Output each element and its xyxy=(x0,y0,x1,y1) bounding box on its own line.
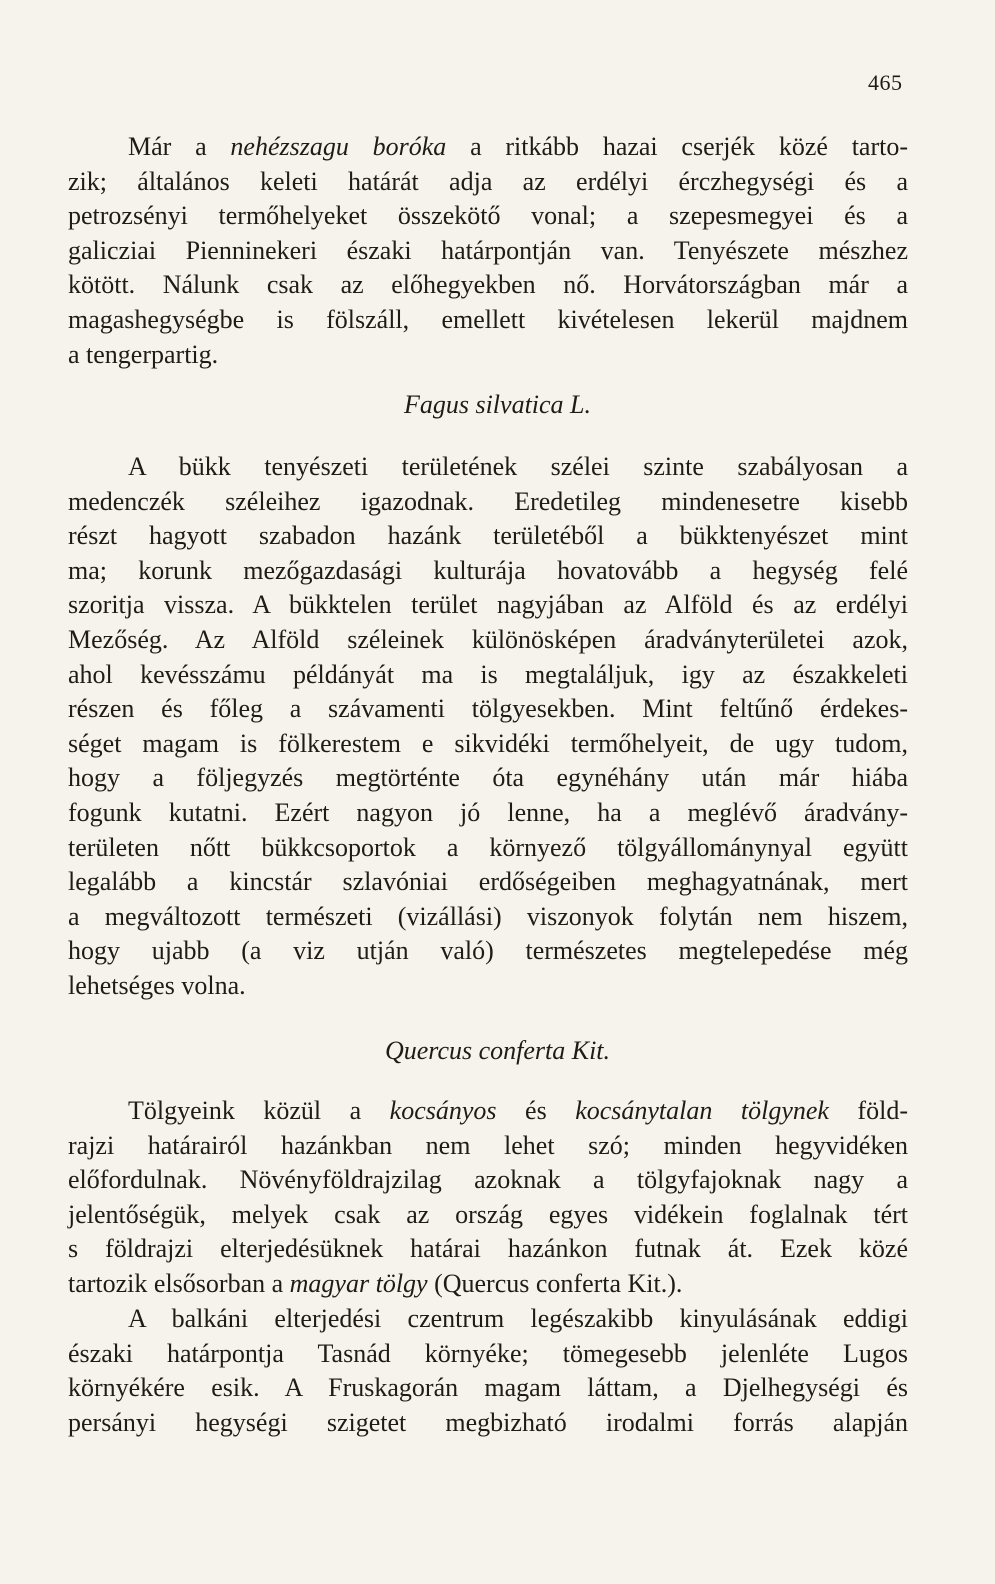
text-line: részen és főleg a szávamenti tölgyesekben. Mint feltűnő érdekes- xyxy=(68,694,908,724)
text-line: A balkáni elterjedési czentrum legészakibb kinyulásának eddigi xyxy=(128,1304,908,1333)
text-line: környékére esik. A Fruskagorán magam láttam, a Djelhegységi és xyxy=(68,1373,908,1403)
text-line: lehetséges volna. xyxy=(68,970,246,1000)
text-line: jelentőségük, melyek csak az ország egyes vidékein foglalnak tért xyxy=(68,1199,908,1229)
text-line: A bükk tenyészeti területének szélei szinte szabályosan a xyxy=(128,452,908,481)
text-line: északi határpontja Tasnád környéke; tömegesebb jelenléte Lugos xyxy=(68,1338,908,1368)
text-line: ma; korunk mezőgazdasági kulturája hovatovább a hegység felé xyxy=(68,555,908,585)
section-heading-quercus: Quercus conferta Kit. xyxy=(384,1036,611,1065)
text-line: a megváltozott természeti (vizállási) viszonyok folytán nem hiszem, xyxy=(68,901,908,931)
text-line: ahol kevésszámu példányát ma is megtaláljuk, igy az északkeleti xyxy=(68,659,908,689)
text-line: területen nőtt bükkcsoportok a környező tölgyállománynyal együtt xyxy=(68,832,908,862)
text-line: petrozsényi termőhelyeket összekötő vonal; a szepesmegyei és a xyxy=(68,201,908,231)
text-line: zik; általános keleti határát adja az erdélyi érczhegységi és a xyxy=(68,166,908,196)
text-line: Már a nehézszagu boróka a ritkább hazai cserjék közé tarto- xyxy=(128,132,908,161)
text-line: persányi hegységi szigetet megbizható irodalmi forrás alapján xyxy=(68,1407,908,1437)
paragraph-juniper xyxy=(68,130,908,372)
section-heading-fagus: Fagus silvatica L. xyxy=(403,390,592,419)
text-line: hogy ujabb (a viz utján való) természetes megtelepedése még xyxy=(68,936,908,966)
page-number: 465 xyxy=(868,70,903,95)
text-line: s földrajzi elterjedésüknek határai hazánkon futnak át. Ezek közé xyxy=(68,1234,908,1264)
paragraph-oaks xyxy=(68,1094,908,1302)
text-line: részt hagyott szabadon hazánk területéből a bükktenyészet mint xyxy=(68,521,908,551)
text-line: rajzi határairól hazánkban nem lehet szó; minden hegyvidéken xyxy=(68,1130,908,1160)
text-line: előfordulnak. Növényföldrajzilag azoknak a tölgyfajoknak nagy a xyxy=(68,1165,908,1195)
text-line: szoritja vissza. A bükktelen terület nagyjában az Alföld és az erdélyi xyxy=(68,590,908,620)
text-line: medenczék széleihez igazodnak. Eredetileg mindenesetre kisebb xyxy=(68,486,908,516)
text-line: legalább a kincstár szlavóniai erdőségeiben meghagyatnának, mert xyxy=(68,867,908,897)
text-line: kötött. Nálunk csak az előhegyekben nő. Horvátországban már a xyxy=(68,270,908,300)
text-line: séget magam is fölkerestem e sikvidéki termőhelyeit, de ugy tudom, xyxy=(68,728,908,758)
text-line: tartozik elsősorban a magyar tölgy (Quercus conferta Kit.). xyxy=(68,1268,683,1298)
text-line: magashegységbe is fölszáll, emellett kivételesen lekerül majdnem xyxy=(68,304,908,334)
text-line: a tengerpartig. xyxy=(68,339,219,369)
text-line: hogy a följegyzés megtörténte óta egynéhány után már hiába xyxy=(68,763,908,793)
paragraph-beech xyxy=(68,450,908,1004)
text-line: Mezőség. Az Alföld széleinek különösképen áradványterületei azok, xyxy=(68,624,908,654)
text-line: fogunk kutatni. Ezért nagyon jó lenne, ha a meglévő áradvány- xyxy=(68,797,908,827)
paragraph-balkan xyxy=(68,1302,908,1440)
text-line: galicziai Pienninekeri északi határpontján van. Tenyészete mészhez xyxy=(68,235,908,265)
text-line: Tölgyeink közül a kocsányos és kocsánytalan tölgynek föld- xyxy=(128,1096,908,1125)
